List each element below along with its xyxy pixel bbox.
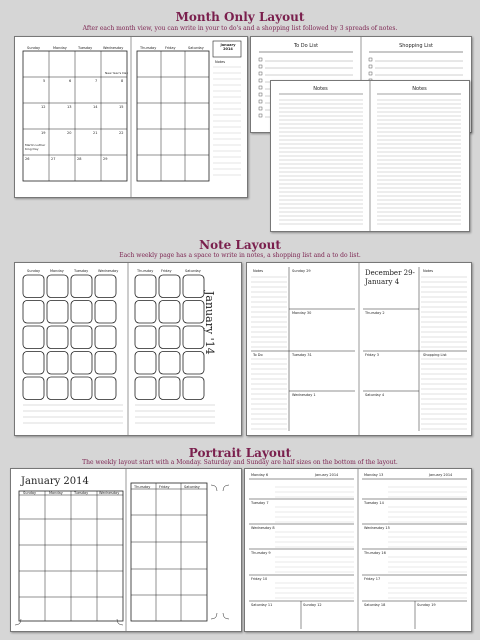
day-header: Saturday <box>184 485 200 489</box>
month-section-title: Month Only Layout <box>175 10 305 24</box>
date-number: 13 <box>67 105 72 109</box>
date-number: 20 <box>67 131 72 135</box>
date-number: 22 <box>119 131 124 135</box>
calendar-day-cell <box>183 326 204 349</box>
calendar-day-cell <box>159 301 180 324</box>
day-header: Tuesday <box>78 46 93 50</box>
calendar-day-cell <box>135 326 156 349</box>
calendar-day-cell <box>95 326 116 349</box>
portrait-week-grid <box>245 469 471 631</box>
week-header-right: January 2014 <box>429 473 453 477</box>
day-header: Thursday <box>137 269 154 273</box>
notes-lines <box>271 81 469 231</box>
day-label-saturday: Saturday 4 <box>365 393 385 397</box>
day-header: Thursday <box>134 485 151 489</box>
week-row-label: Sunday 12 <box>303 603 322 607</box>
day-label-sunday: Sunday 29 <box>292 269 311 273</box>
date-number: 21 <box>93 131 98 135</box>
date-number: 27 <box>51 157 56 161</box>
calendar-day-cell <box>135 301 156 324</box>
calendar-day-cell <box>95 275 116 298</box>
portrait-month-title: January 2014 <box>21 476 89 487</box>
month-section-subtitle: After each month view, you can write in your to do's and a shopping list followed by 3 spreads of notes. <box>82 25 398 32</box>
portrait-month-grid <box>11 469 241 631</box>
shopping-label: Shopping List <box>423 353 447 357</box>
calendar-day-cell <box>183 352 204 375</box>
calendar-day-cell <box>47 301 68 324</box>
week-row-label: Tuesday 7 <box>251 501 269 505</box>
month-box-label: January 2014 <box>220 43 236 51</box>
day-label-friday: Friday 3 <box>365 353 379 357</box>
day-header: Monday <box>50 269 64 273</box>
week-row-label: Sunday 19 <box>417 603 436 607</box>
date-number: 28 <box>77 157 82 161</box>
calendar-day-cell <box>47 326 68 349</box>
calendar-day-cell <box>71 352 92 375</box>
week-row-label: Thursday 16 <box>364 551 386 555</box>
day-header: Monday <box>53 46 67 50</box>
day-header: Tuesday <box>74 269 89 273</box>
date-number: 19 <box>41 131 46 135</box>
day-header: Tuesday <box>74 491 89 495</box>
week-row-label: Tuesday 14 <box>364 501 384 505</box>
day-header: Sunday <box>27 269 41 273</box>
day-header: Wednesday <box>98 269 119 273</box>
notes-left-title: Notes <box>313 86 328 92</box>
calendar-day-cell <box>135 352 156 375</box>
day-label-tuesday: Tuesday 31 <box>292 353 312 357</box>
todo-title: To Do List <box>293 43 319 49</box>
day-header: Sunday <box>23 491 37 495</box>
calendar-day-cell <box>23 377 44 400</box>
calendar-day-cell <box>135 275 156 298</box>
week-row-label: Monday 6 <box>251 473 269 477</box>
todo-label: To Do <box>253 353 263 357</box>
calendar-day-cell <box>71 377 92 400</box>
week-row-label: Saturday 11 <box>251 603 273 607</box>
calendar-day-cell <box>71 326 92 349</box>
calendar-day-cell <box>95 301 116 324</box>
day-header: Wednesday <box>99 491 120 495</box>
calendar-day-cell <box>183 301 204 324</box>
date-number: 15 <box>119 105 124 109</box>
notes-right-title: Notes <box>412 86 427 92</box>
date-number: 26 <box>25 157 30 161</box>
calendar-day-cell <box>23 275 44 298</box>
day-label-monday: Monday 30 <box>292 311 312 315</box>
rounded-month-spread <box>14 262 242 436</box>
week-row-label: Monday 13 <box>364 473 384 477</box>
week-row-label: Friday 10 <box>251 577 268 581</box>
portrait-section-title: Portrait Layout <box>188 446 292 460</box>
portrait-month-spread <box>10 468 242 632</box>
day-label-wednesday: Wednesday 1 <box>292 393 316 397</box>
calendar-day-cell <box>23 301 44 324</box>
calendar-day-cell <box>95 352 116 375</box>
calendar-day-cell <box>159 326 180 349</box>
month-grid <box>15 37 247 197</box>
notes-spread <box>270 80 470 232</box>
date-number: 7 <box>95 79 98 83</box>
calendar-day-cell <box>23 352 44 375</box>
date-number: 12 <box>41 105 46 109</box>
calendar-day-cell <box>47 352 68 375</box>
week-row-label: Wednesday 8 <box>251 526 275 530</box>
date-number: 6 <box>69 79 72 83</box>
day-header: Thursday <box>140 46 157 50</box>
holiday-label: New Year's Day <box>105 71 129 75</box>
calendar-day-cell <box>71 275 92 298</box>
portrait-section-subtitle: The weekly layout start with a Monday. Saturday and Sunday are half sizes on the bottom of the layout. <box>82 459 398 466</box>
date-number: 8 <box>121 79 124 83</box>
day-header: Monday <box>49 491 63 495</box>
holiday-label: Martin Luther King Day <box>25 143 46 151</box>
calendar-day-cell <box>183 275 204 298</box>
vertical-month-title: January '14 <box>203 291 216 355</box>
calendar-day-cell <box>23 326 44 349</box>
week-title-line2: January 4 <box>365 278 400 286</box>
day-header: Friday <box>165 46 176 50</box>
day-header: Sunday <box>27 46 41 50</box>
week-row-label: Thursday 9 <box>251 551 271 555</box>
note-section-subtitle: Each weekly page has a space to write in notes, a shopping list and a to do list. <box>119 252 361 259</box>
day-header: Friday <box>161 269 172 273</box>
portrait-week-spread <box>244 468 472 632</box>
month-spread <box>14 36 248 198</box>
date-number: 5 <box>43 79 46 83</box>
notes-label-right: Notes <box>423 269 434 273</box>
day-header: Wednesday <box>103 46 124 50</box>
week-row-label: Friday 17 <box>364 577 381 581</box>
weekly-grid <box>247 263 471 435</box>
calendar-day-cell <box>71 301 92 324</box>
calendar-day-cell <box>135 377 156 400</box>
week-header-right: January 2014 <box>315 473 339 477</box>
month-notes-label: Notes <box>215 60 226 64</box>
date-number: 14 <box>93 105 98 109</box>
week-title-line1: December 29- <box>365 269 415 277</box>
note-section-title: Note Layout <box>199 238 281 252</box>
calendar-day-cell <box>47 377 68 400</box>
day-header: Saturday <box>185 269 201 273</box>
week-row-label: Wednesday 15 <box>364 526 390 530</box>
date-number: 29 <box>103 157 108 161</box>
calendar-day-cell <box>159 352 180 375</box>
weekly-notes-spread <box>246 262 472 436</box>
calendar-day-cell <box>159 377 180 400</box>
notes-label: Notes <box>253 269 264 273</box>
day-header: Saturday <box>188 46 204 50</box>
week-row-label: Saturday 18 <box>364 603 386 607</box>
calendar-day-cell <box>95 377 116 400</box>
calendar-day-cell <box>47 275 68 298</box>
calendar-day-cell <box>183 377 204 400</box>
day-label-thursday: Thursday 2 <box>365 311 385 315</box>
day-header: Friday <box>159 485 170 489</box>
shopping-title: Shopping List <box>399 43 433 49</box>
calendar-day-cell <box>159 275 180 298</box>
